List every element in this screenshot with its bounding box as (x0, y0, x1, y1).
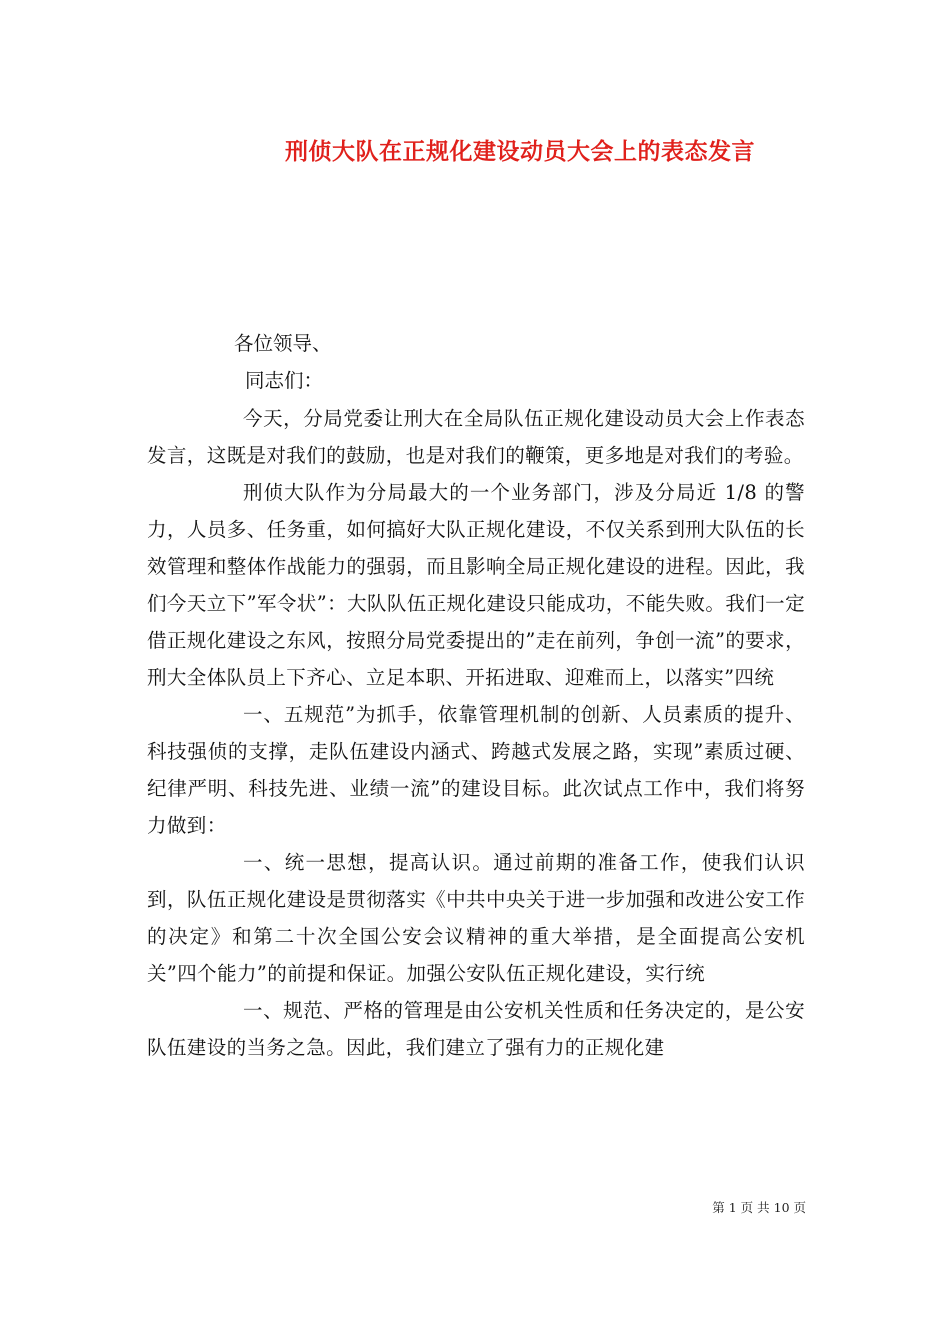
salutation-leaders: 各位领导、 (234, 332, 332, 355)
paragraph-4: 一、统一思想，提高认识。通过前期的准备工作，使我们认识到，队伍正规化建设是贯彻落实《中共中央关于进一步加强和改进公安工作的决定》和第二十次全国公安会议精神的重大举措，是全面提高公安机关”四个能力”的前提和保证。加强公安队伍正规化建设，实行统 (147, 851, 805, 985)
paragraph-2: 刑侦大队作为分局最大的一个业务部门，涉及分局近 1/8 的警力，人员多、任务重，如何搞好大队正规化建设，不仅关系到刑大队伍的长效管理和整体作战能力的强弱，而且影响全局正规化建设的进程。因此，我们今天立下”军令状”：大队队伍正规化建设只能成功，不能失败。我们一定借正规化建设之东风，按照分局党委提出的”走在前列，争创一流”的要求，刑大全体队员上下齐心、立足本职、开拓进取、迎难而上，以落实”四统 (147, 481, 805, 689)
paragraph-1: 今天，分局党委让刑大在全局队伍正规化建设动员大会上作表态发言，这既是对我们的鼓励，也是对我们的鞭策，更多地是对我们的考验。 (147, 407, 805, 467)
document-body (147, 400, 805, 1066)
salutation-comrades: 同志们： (245, 369, 324, 392)
document-title: 刑侦大队在正规化建设动员大会上的表态发言 (285, 139, 755, 165)
paragraph-3: 一、五规范”为抓手，依靠管理机制的创新、人员素质的提升、科技强侦的支撑，走队伍建设内涵式、跨越式发展之路，实现”素质过硬、纪律严明、科技先进、业绩一流”的建设目标。此次试点工作中，我们将努力做到： (147, 703, 805, 837)
paragraph-5: 一、规范、严格的管理是由公安机关性质和任务决定的，是公安队伍建设的当务之急。因此，我们建立了强有力的正规化建 (147, 999, 805, 1059)
page-number-footer: 第 1 页 共 10 页 (712, 1200, 806, 1215)
